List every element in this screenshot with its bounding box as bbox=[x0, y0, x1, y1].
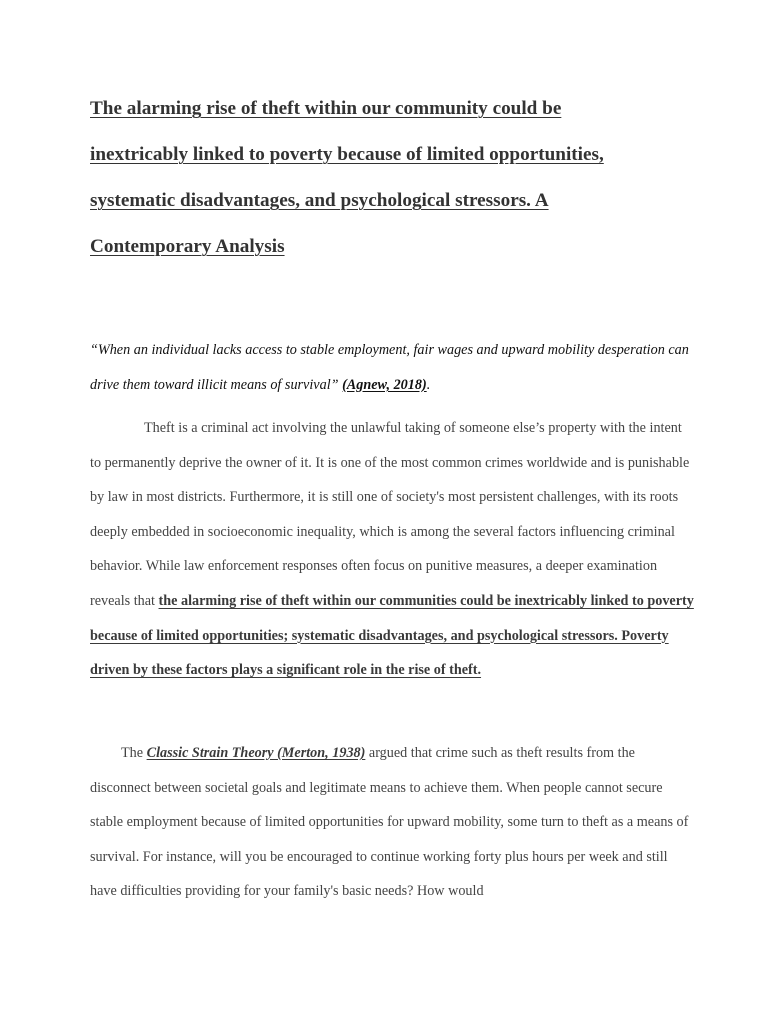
paragraph-2-lead: The bbox=[121, 745, 144, 761]
theory-citation: Classic Strain Theory (Merton, 1938) bbox=[146, 745, 366, 761]
epigraph-quote bbox=[90, 333, 690, 402]
paragraph-1-intro: Theft is a criminal act involving the unlawful taking of someone else’s property with the intent to permanently deprive the owner of it. It is one of the most common crimes worldwide and is punishable by law in most districts. Furthermore, it is still one of society's most persistent challenges, with its roots deeply embedded in socioeconomic inequality, which is among the several factors influencing criminal behavior. While law enforcement responses often focus on punitive measures, a deeper examination reveals that bbox=[90, 420, 690, 609]
title-line-3: systematic disadvantages, and psychological stressors. A bbox=[90, 190, 549, 211]
quote-text: “When an individual lacks access to stable employment, fair wages and upward mobility desperation can drive them toward illicit means of survival” bbox=[90, 342, 689, 393]
title-line-2: inextricably linked to poverty because of limited opportunities, bbox=[90, 144, 604, 165]
paragraph-2-body: argued that crime such as theft results from the disconnect between societal goals and legitimate means to achieve them. When people cannot secure stable employment because of limited opportunities for upward mobility, some turn to theft as a means of survival. For instance, will you be encouraged to continue working forty plus hours per week and still have difficulties providing for your family's basic needs? How would bbox=[90, 745, 689, 900]
title-line-1: The alarming rise of theft within our community could be bbox=[90, 98, 562, 119]
thesis-statement: the alarming rise of theft within our communities could be inextricably linked to poverty because of limited opportunities; systematic disadvantages, and psychological stressors. Poverty driven by these factors plays a significant role in the rise of theft. bbox=[90, 592, 694, 679]
paragraph-strain-theory bbox=[90, 736, 695, 909]
quote-citation: (Agnew, 2018) bbox=[342, 376, 427, 393]
essay-title bbox=[90, 86, 690, 270]
title-line-4: Contemporary Analysis bbox=[90, 236, 285, 257]
quote-end: . bbox=[426, 376, 431, 393]
paragraph-theft-definition bbox=[90, 411, 695, 688]
